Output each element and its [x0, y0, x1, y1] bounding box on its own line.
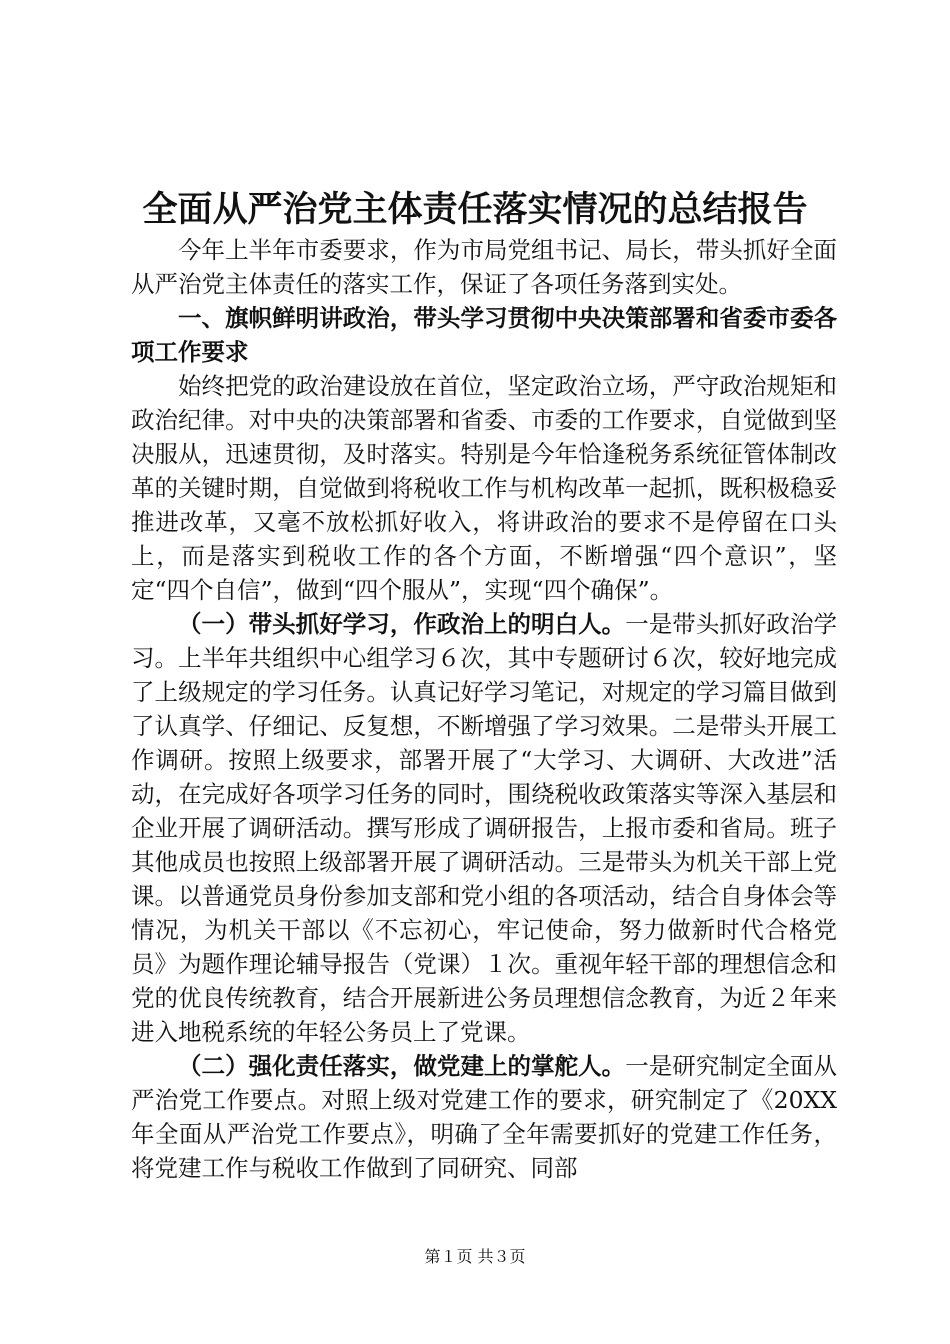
page-footer: 第１页 共３页 — [424, 1247, 526, 1266]
subsection-heading-1: （一）带头抓好学习，作政治上的明白人。 — [178, 610, 626, 638]
section-1-paragraph: 始终把党的政治建设放在首位，坚定政治立场，严守政治规矩和政治纪律。对中央的决策部署和省委、市委的工作要求，自觉做到坚决服从，迅速贯彻，及时落实。特别是今年恰逢税务系统征管体制改革的关键时期，自觉做到将税收工作与机构改革一起抓，既积极稳妥推进改革，又毫不放松抓好收入，将讲政治的要求不是停留在口头上，而是落实到税收工作的各个方面，不断增强“四个意识”，坚定“四个自信”，做到“四个服从”，实现“四个确保”。 — [131, 372, 837, 604]
document-title: 全面从严治党主体责任落实情况的总结报告 — [142, 189, 808, 230]
intro-paragraph: 今年上半年市委要求，作为市局党组书记、局长，带头抓好全面从严治党主体责任的落实工作，保证了各项任务落到实处。 — [131, 236, 837, 298]
subsection-1-text: 一是带头抓好政治学习。上半年共组织中心组学习６次，其中专题研讨６次，较好地完成了上级规定的学习任务。认真记好学习笔记，对规定的学习篇目做到了认真学、仔细记、反复想，不断增强了学习效果。二是带头开展工作调研。按照上级要求，部署开展了“大学习、大调研、大改进”活动，在完成好各项学习任务的同时，围绕税收政策落实等深入基层和企业开展了调研活动。撰写形成了调研报告，上报市委和省局。班子其他成员也按照上级部署开展了调研活动。三是带头为机关干部上党课。以普通党员身份参加支部和党小组的各项活动，结合自身体会等情况，为机关干部以《不忘初心，牢记使命，努力做新时代合格党员》为题作理论辅导报告（党课）１次。重视年轻干部的理想信念和党的优良传统教育，结合开展新进公务员理想信念教育，为近２年来进入地税系统的年轻公务员上了党课。 — [131, 610, 837, 1046]
document-body — [131, 233, 837, 1185]
subsection-2-text: 一是研究制定全面从严治党工作要点。对照上级对党建工作的要求，研究制定了《20XX年全面从严治党工作要点》，明确了全年需要抓好的党建工作任务，将党建工作与税收工作做到了同研究、同部 — [131, 1052, 837, 1182]
subsection-heading-2: （二）强化责任落实，做党建上的掌舵人。 — [178, 1052, 626, 1080]
section-heading-1: 一、旗帜鲜明讲政治，带头学习贯彻中央决策部署和省委市委各项工作要求 — [131, 304, 837, 366]
subsection-2-paragraph — [131, 1049, 837, 1185]
subsection-1-paragraph — [131, 607, 837, 1049]
